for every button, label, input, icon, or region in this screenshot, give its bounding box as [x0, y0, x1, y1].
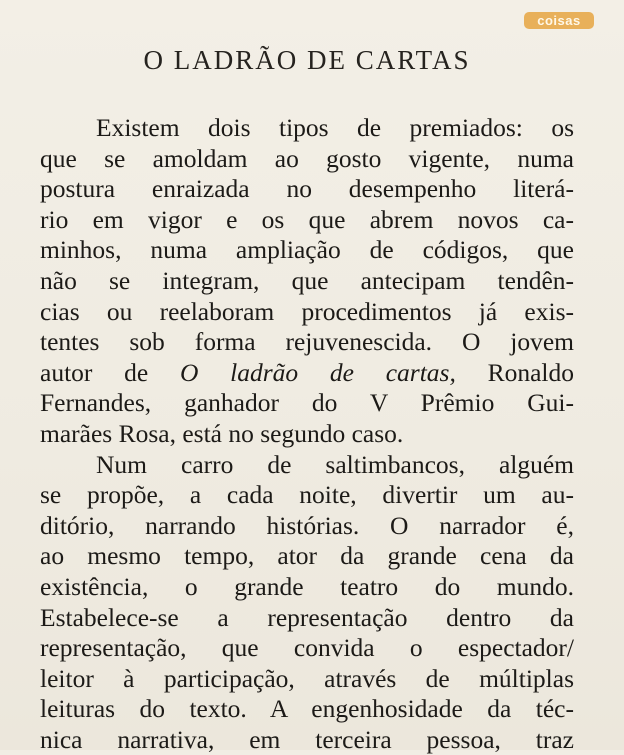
coisas-logo: coisas — [524, 12, 594, 29]
text-line: representação, que convida o espectador/ — [40, 633, 574, 663]
text-line: cias ou reelaboram procedimentos já exis- — [40, 296, 574, 326]
text-line: leituras do texto. A engenhosidade da téc- — [40, 694, 574, 724]
text-line: tentes sob forma rejuvenescida. O jovem — [40, 327, 574, 357]
text-line: não se integram, que antecipam tendên- — [40, 265, 574, 295]
text-segment: autor de — [40, 357, 149, 387]
text-line: ao mesmo tempo, ator da grande cena da — [40, 541, 574, 571]
text-line: Estabelece-se a representação dentro da — [40, 602, 574, 632]
text-line: existência, o grande teatro do mundo. — [40, 571, 574, 601]
text-line: se propõe, a cada noite, divertir um au- — [40, 480, 574, 510]
text-segment: Ronaldo — [487, 357, 574, 387]
text-line-with-book-title — [40, 358, 574, 389]
text-line: leitor à participação, através de múltiplas — [40, 663, 574, 693]
text-line: nica narrativa, em terceira pessoa, traz — [40, 724, 574, 754]
book-title-italic: O ladrão de cartas, — [179, 357, 456, 387]
text-line: Existem dois tipos de premiados: os — [96, 113, 574, 142]
article-title: O LADRÃO DE CARTAS — [143, 45, 471, 75]
text-line: minhos, numa ampliação de códigos, que — [40, 235, 574, 265]
article-body — [40, 113, 574, 755]
text-line: Num carro de saltimbancos, alguém — [96, 449, 574, 479]
text-line: Fernandes, ganhador do V Prêmio Gui- — [40, 388, 574, 418]
text-line: rio em vigor e os que abrem novos ca- — [40, 204, 574, 234]
text-line: que se amoldam ao gosto vigente, numa — [40, 143, 574, 173]
text-line: ditório, narrando histórias. O narrador é, — [40, 510, 574, 540]
text-line: marães Rosa, está no segundo caso. — [40, 418, 404, 448]
text-line: postura enraizada no desempenho literá- — [40, 174, 574, 204]
